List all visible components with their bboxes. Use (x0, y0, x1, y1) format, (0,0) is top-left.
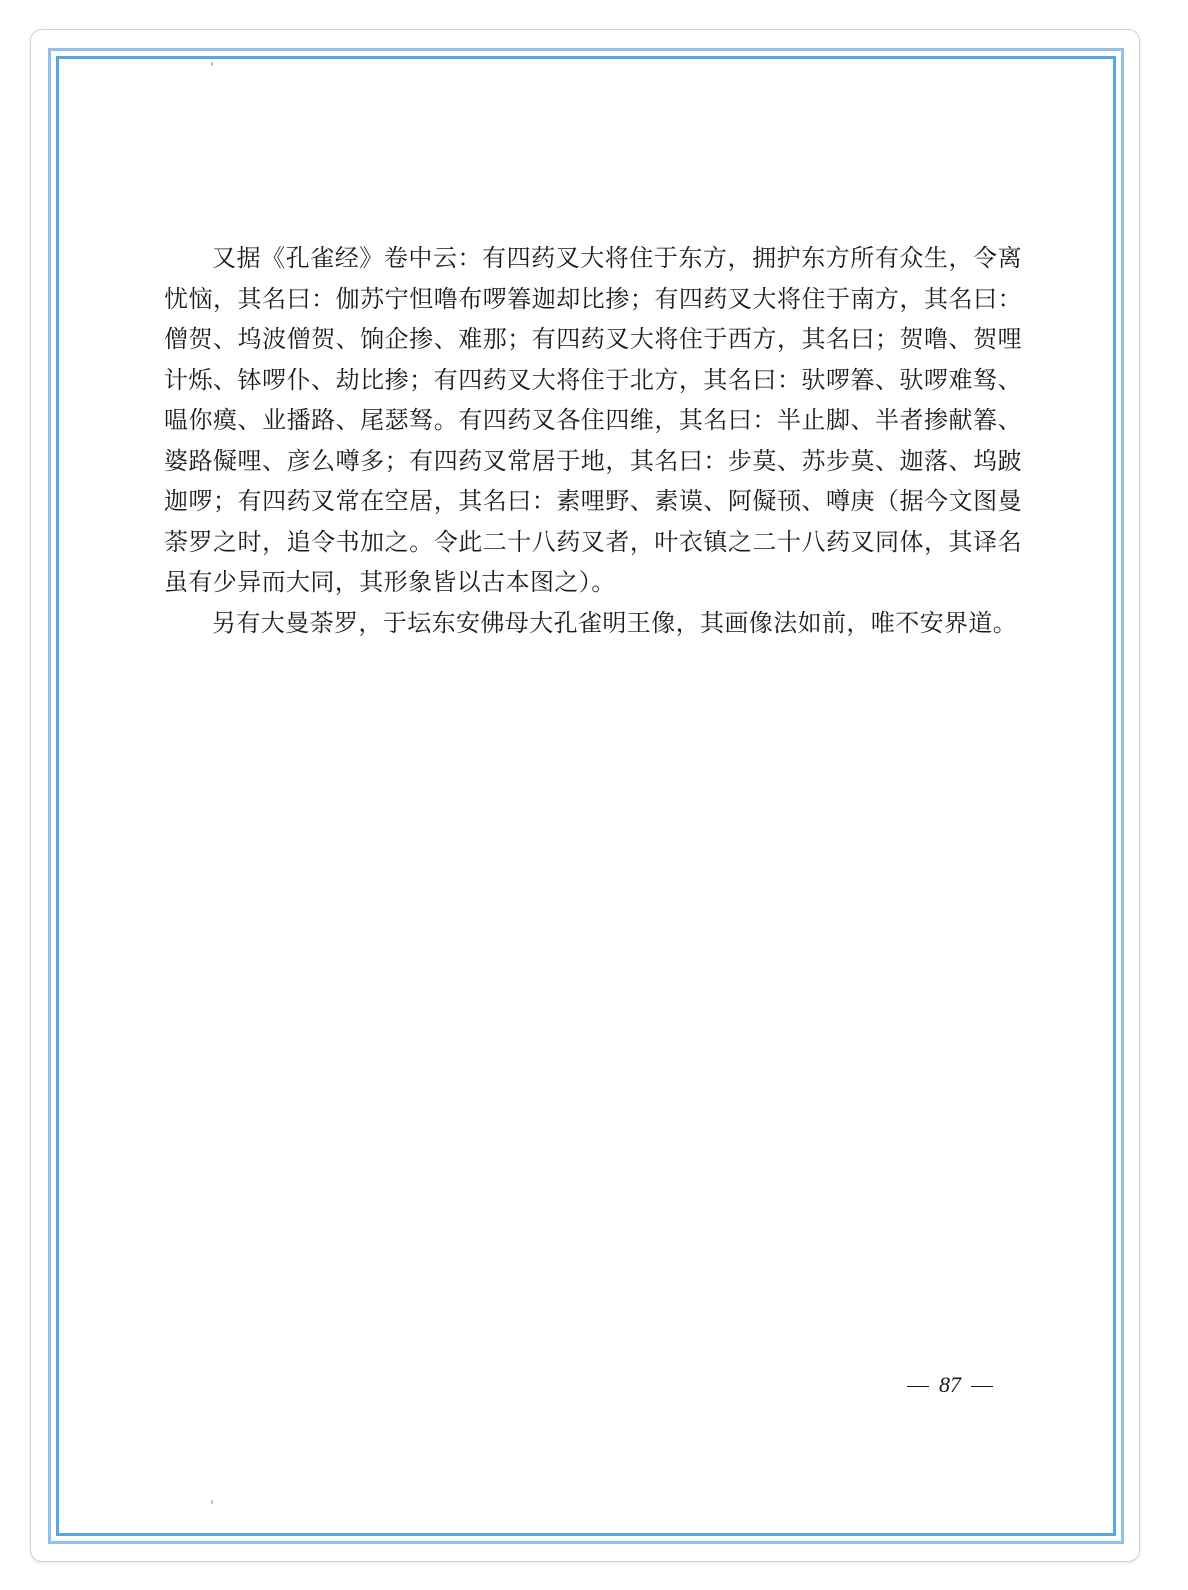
dash-left (907, 1386, 929, 1387)
page-number (880, 1372, 1020, 1398)
paragraph: 又据《孔雀经》卷中云：有四药叉大将住于东方，拥护东方所有众生，令离忧恼，其名曰：伽苏宁怛噜布啰箺迦却比掺；有四药叉大将住于南方，其名曰：僧贺、坞波僧贺、饷企掺、难那；有四药叉大将住于西方，其名曰；贺噜、贺哩计烁、钵啰仆、劫比掺；有四药叉大将住于北方，其名曰：驮啰箺、驮啰难驽、嗢你瘼、业播路、尾瑟驽。有四药叉各住四维，其名曰：半止脚、半者掺献箺、婆路儗哩、彦么噂多；有四药叉常居于地，其名曰：步莫、苏步莫、迦落、坞跛迦啰；有四药叉常在空居，其名曰：素哩野、素谟、阿儗顸、噂庚（据今文图曼荼罗之时，追令书加之。令此二十八药叉者，叶衣镇之二十八药叉同体，其译名虽有少异而大同，其形象皆以古本图之）。 (164, 244, 1022, 596)
paragraph: 另有大曼荼罗，于坛东安佛母大孔雀明王像，其画像法如前，唯不安界道。 (212, 608, 1018, 637)
page-number-value: 87 (939, 1372, 961, 1397)
dash-right (971, 1386, 993, 1387)
scan-speck (211, 1500, 213, 1504)
page-body (164, 238, 1022, 643)
scan-speck (211, 62, 213, 66)
